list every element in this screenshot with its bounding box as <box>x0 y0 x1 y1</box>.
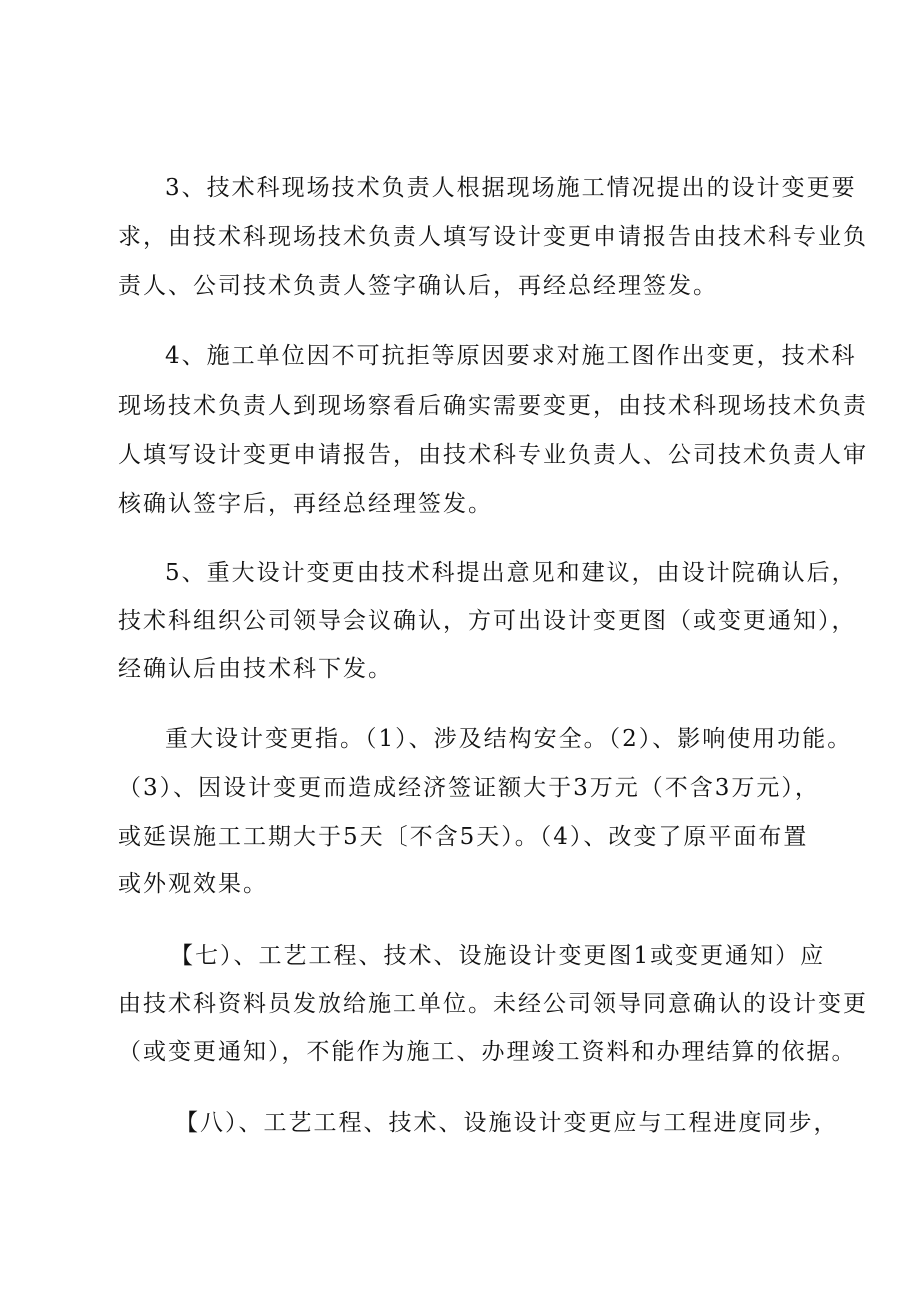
major-change-line-2: （3）、因设计变更而造成经济签证额大于3万元（不含3万元）， <box>118 775 820 801</box>
paragraph-7-line-3: （或变更通知），不能作为施工、办理竣工资料和办理结算的依据。 <box>118 1039 857 1065</box>
paragraph-4-line-3: 人填写设计变更申请报告，由技术科专业负责人、公司技术负责人审 <box>118 442 868 468</box>
paragraph-3-line-1: 3、技术科现场技术负责人根据现场施工情况提出的设计变更要 <box>165 175 857 201</box>
paragraph-7-line-2: 由技术科资料员发放给施工单位。未经公司领导同意确认的设计变更 <box>118 991 868 1017</box>
paragraph-8-line-1: 【八）、工艺工程、技术、设施设计变更应与工程进度同步， <box>175 1110 839 1136</box>
paragraph-7-line-1: 【七）、工艺工程、技术、设施设计变更图1或变更通知）应 <box>170 943 826 969</box>
paragraph-5-line-2: 技术科组织公司领导会议确认，方可出设计变更图（或变更通知）， <box>118 608 857 634</box>
paragraph-5-line-1: 5、重大设计变更由技术科提出意见和建议，由设计院确认后， <box>165 560 857 586</box>
paragraph-5-line-3: 经确认后由技术科下发。 <box>118 656 393 682</box>
paragraph-3-line-2: 求，由技术科现场技术负责人填写设计变更申请报告由技术科专业负 <box>118 224 868 250</box>
paragraph-4-line-2: 现场技术负责人到现场察看后确实需要变更，由技术科现场技术负责 <box>118 393 868 419</box>
paragraph-3-line-3: 责人、公司技术负责人签字确认后，再经总经理签发。 <box>118 273 718 299</box>
paragraph-4-line-4: 核确认签字后，再经总经理签发。 <box>118 491 493 517</box>
major-change-line-3: 或延误施工工期大于5天〔不含5天）。（4）、改变了原平面布置 <box>118 824 809 850</box>
major-change-line-1: 重大设计变更指。（1）、涉及结构安全。（2）、影响使用功能。 <box>165 726 853 752</box>
paragraph-4-line-1: 4、施工单位因不可抗拒等原因要求对施工图作出变更，技术科 <box>165 343 857 369</box>
major-change-line-4: 或外观效果。 <box>118 871 268 897</box>
